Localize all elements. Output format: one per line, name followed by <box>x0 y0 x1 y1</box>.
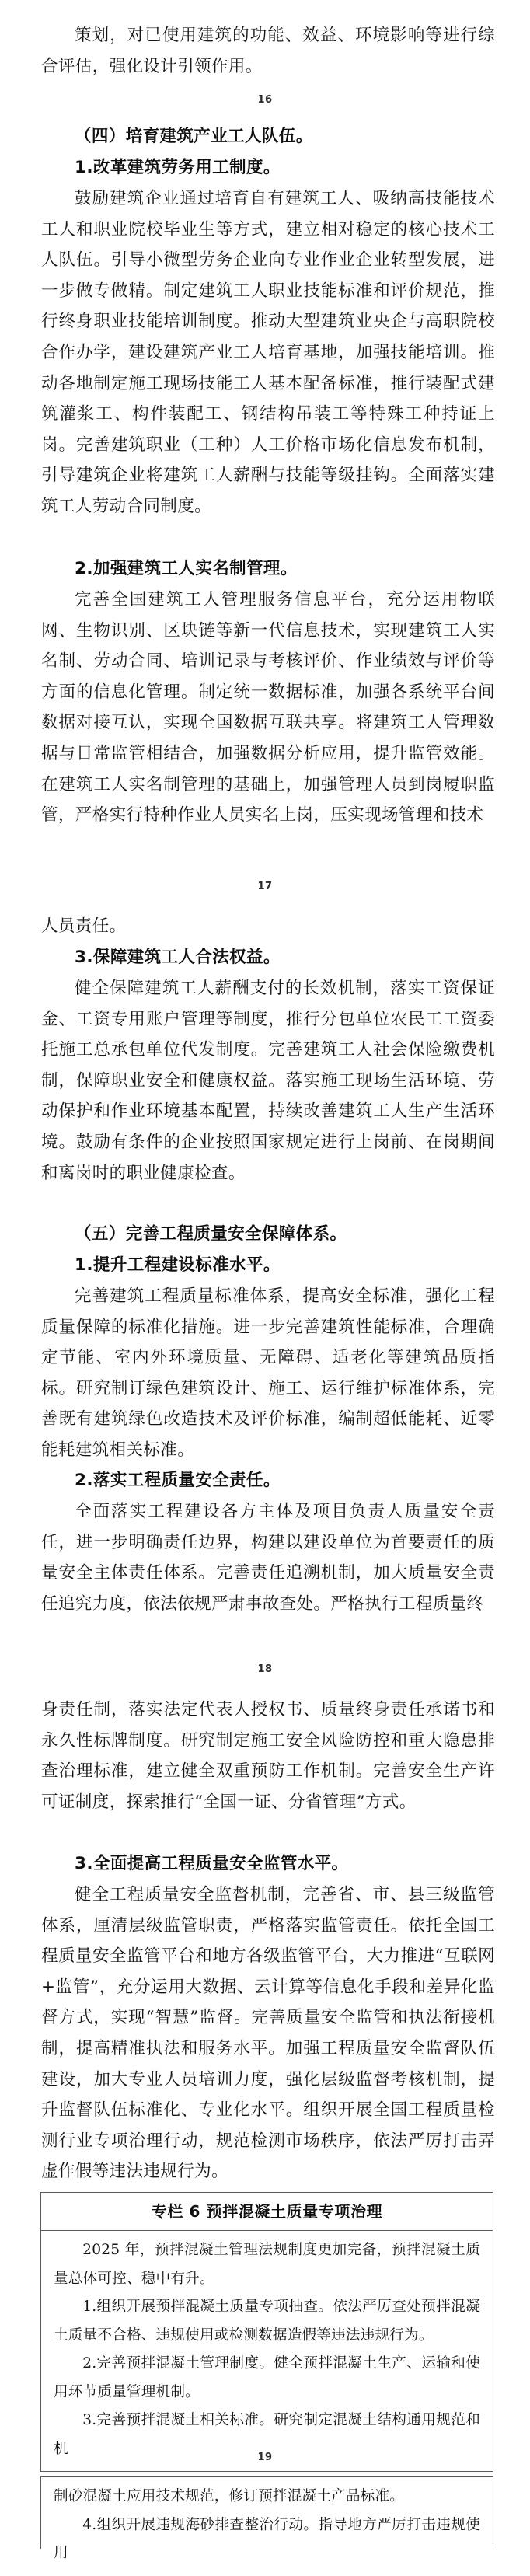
section-heading-five: （五）完善工程质量安全保障体系。 <box>75 1224 347 1244</box>
body-paragraph: 策划，对已使用建筑的功能、效益、环境影响等进行综合评估，强化设计引领作用。 <box>41 26 495 76</box>
paragraph-block-1 <box>41 20 495 82</box>
body-paragraph: 健全保障建筑工人薪酬支付的长效机制，落实工资保证金、工资专用账户管理等制度，推行分包单位农民工工资委托施工总承包单位代发制度。完善建筑工人社会保险缴费机制，保障职业安全和健康权益。落实施工现场生活环境、劳动保护和作业环境基本配置，持续改善建筑工人生产生活环境。鼓励有条件的企业按照国家规定进行上岗前、在岗期间和离岗时的职业健康检查。 <box>41 979 495 1183</box>
paragraph-block-7 <box>41 1880 495 2187</box>
callout-item: 3.完善预拌混凝土相关标准。研究制定混凝土结构通用规范和机 <box>54 2412 480 2457</box>
callout-item: 1.组织开展预拌混凝土质量专项抽查。依法严厉查处预拌混凝土质量不合格、违规使用或检测数据造假等违法违规行为。 <box>54 2299 480 2344</box>
callout-item: 2025 年，预拌混凝土管理法规制度更加完备，预拌混凝土质量总体可控、稳中有升。 <box>54 2242 480 2287</box>
body-paragraph: 完善全国建筑工人管理服务信息平台，充分运用物联网、生物识别、区块链等新一代信息技术，实现建筑工人实名制、劳动合同、培训记录与考核评价、作业绩效与评价等方面的信息化管理。制定统一数据标准，加强各系统平台间数据对接互认，实现全国数据互联共享。将建筑工人管理数据与日常监管相结合，加强数据分析应用，提升监管效能。在建筑工人实名制管理的基础上，加强管理人员到岗履职监管，严格实行特种作业人员实名上岗，压实现场管理和技术 <box>41 590 495 826</box>
callout-item-continued: 制砂混凝土应用技术规范，修订预拌混凝土产品标准。 <box>54 2488 405 2504</box>
paragraph-block-3-continued <box>41 911 495 942</box>
paragraph-block-5 <box>41 1281 495 1466</box>
body-paragraph: 完善建筑工程质量标准体系，提高安全标准，强化工程质量保障的标准化措施。进一步完善建筑性能标准，合理确定节能、室内外环境质量、无障碍、适老化等建筑品质指标。研究制订绿色建筑设计、施工、运行维护标准体系，完善既有建筑绿色改造技术及评价标准，编制超低能耗、近零能耗建筑相关标准。 <box>41 1286 495 1460</box>
body-paragraph: 全面落实工程建设各方主体及项目负责人质量安全责任，进一步明确责任边界，构建以建设单位为首要责任的质量安全主体责任体系。完善责任追溯机制，加大质量安全责任追究力度，依法依规严肃事故查处。严格执行工程质量终 <box>41 1502 495 1614</box>
paragraph-block-6 <box>41 1496 495 1619</box>
callout-title: 专栏 6 预拌混凝土质量专项治理 <box>41 2193 493 2231</box>
heading-block-section-five <box>41 1219 495 1280</box>
subsection-heading-5-1: 1.提升工程建设标准水平。 <box>75 1255 281 1275</box>
page-number-19: 19 <box>257 2452 273 2463</box>
callout-item-continued: 4.组织开展违规海砂排查整治行动。指导地方严厉打击违规使用 <box>54 2516 480 2561</box>
page-number-16: 16 <box>257 94 273 106</box>
body-paragraph-continued: 人员责任。 <box>41 916 127 936</box>
callout-item: 2.完善预拌混凝土管理制度。健全预拌混凝土生产、运输和使用环节质量管理机制。 <box>54 2355 480 2400</box>
callout-box-column-6 <box>40 2192 493 2472</box>
section-heading-four: （四）培育建筑产业工人队伍。 <box>75 127 313 146</box>
page-number-18: 18 <box>257 1663 273 1675</box>
heading-block-4-3 <box>41 942 495 973</box>
heading-block-5-2 <box>41 1465 495 1496</box>
paragraph-block-6-continued <box>41 1695 495 1817</box>
body-paragraph-continued: 身责任制，落实法定代表人授权书、质量终身责任承诺书和永久性标牌制度。研究制定施工安全风险防控和重大隐患排查治理标准，建立健全双重预防工作机制。完善安全生产许可证制度，探索推行“全国一证、分省管理”方式。 <box>41 1700 495 1812</box>
heading-block-section-four <box>41 121 495 183</box>
paragraph-block-4 <box>41 973 495 1189</box>
subsection-heading-5-3: 3.全面提高工程质量安全监管水平。 <box>75 1854 349 1873</box>
paragraph-block-3 <box>41 585 495 831</box>
callout-body <box>41 2231 493 2471</box>
body-paragraph: 鼓励建筑企业通过培育自有建筑工人、吸纳高技能技术工人和职业院校毕业生等方式，建立相对稳定的核心技术工人队伍。引导小微型劳务企业向专业作业企业转型发展，进一步做专做精。制定建筑工人职业技能标准和评价规范，推行终身职业技能培训制度。推动大型建筑业央企与高职院校合作办学，建设建筑产业工人培育基地，加强技能培训。推动各地制定施工现场技能工人基本配备标准，推行装配式建筑灌浆工、构件装配工、钢结构吊装工等特殊工种持证上岗。完善建筑职业（工种）人工价格市场化信息发布机制，引导建筑企业将建筑工人薪酬与技能等级挂钩。全面落实建筑工人劳动合同制度。 <box>41 189 495 516</box>
subsection-heading-4-1: 1.改革建筑劳务用工制度。 <box>75 157 281 177</box>
heading-block-4-2 <box>41 553 495 585</box>
subsection-heading-4-3: 3.保障建筑工人合法权益。 <box>75 948 281 967</box>
subsection-heading-5-2: 2.落实工程质量安全责任。 <box>75 1471 281 1490</box>
heading-block-5-3 <box>41 1848 495 1880</box>
paragraph-block-2 <box>41 183 495 522</box>
page-number-17: 17 <box>257 881 273 892</box>
subsection-heading-4-2: 2.加强建筑工人实名制管理。 <box>75 559 298 578</box>
callout-box-column-6-continued <box>40 2476 493 2561</box>
callout-body-continued <box>41 2477 493 2576</box>
body-paragraph: 健全工程质量安全监督机制，完善省、市、县三级监管体系，厘清层级监管职责，严格落实监管责任。依托全国工程质量安全监管平台和地方各级监管平台，大力推进“互联网+监管”，充分运用大数据、云计算等信息化手段和差异化监督方式，实现“智慧”监督。完善质量安全监管和执法衔接机制，提高精准执法和服务水平。加强工程质量安全监督队伍建设，加大专业人员培训力度，强化层级监督考核机制，提升监督队伍标准化、专业化水平。组织开展全国工程质量检测行业专项治理行动，规范检测市场秩序，依法严厉打击弄虚作假等违法违规行为。 <box>41 1885 495 2182</box>
